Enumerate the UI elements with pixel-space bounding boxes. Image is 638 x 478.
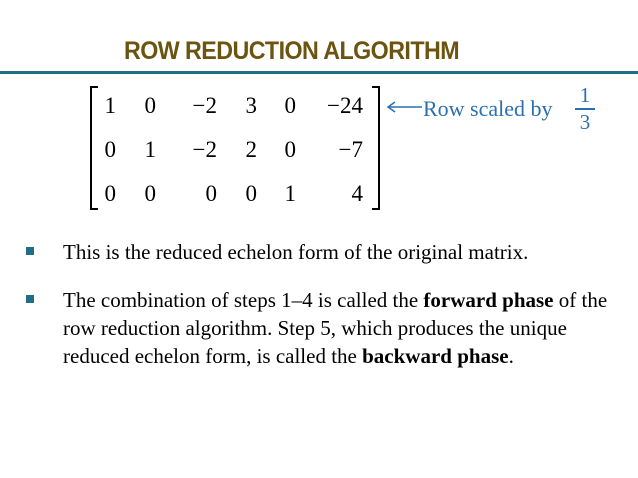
matrix-cell: 0 xyxy=(104,137,116,162)
bullet-marker-icon xyxy=(26,247,34,255)
bullet-text-part: of the row reduction algorithm. Step 5, which produces the unique reduced echelon form, is called the xyxy=(63,288,608,368)
scale-fraction xyxy=(575,84,595,133)
matrix-cell: −24 xyxy=(327,93,363,118)
matrix-cell: 2 xyxy=(245,137,257,162)
matrix-cell: 0 xyxy=(205,181,217,206)
bullet-text-part: The combination of steps 1–4 is called the xyxy=(63,288,424,312)
matrix-right-bracket xyxy=(372,86,380,210)
matrix-cell: 0 xyxy=(245,181,257,206)
matrix-cell: −2 xyxy=(192,93,217,118)
matrix-cell: 1 xyxy=(144,137,156,162)
matrix-cell: 1 xyxy=(104,93,116,118)
fraction-denominator: 3 xyxy=(579,110,591,134)
matrix-cell: 0 xyxy=(144,181,156,206)
fraction-numerator: 1 xyxy=(579,83,591,107)
bullet-list xyxy=(22,238,612,370)
matrix-cell: −7 xyxy=(338,137,363,162)
row-scale-annotation: Row scaled by xyxy=(423,96,553,121)
bullet-text-part: . xyxy=(508,344,514,368)
matrix-cell: 3 xyxy=(245,93,257,118)
title-underline xyxy=(0,71,638,74)
left-arrow-icon xyxy=(384,97,424,117)
bullet-marker-icon xyxy=(26,295,34,303)
slide-title: ROW REDUCTION ALGORITHM xyxy=(124,37,460,65)
matrix xyxy=(90,86,380,212)
matrix-cell: 4 xyxy=(351,181,363,206)
term-forward-phase: forward phase xyxy=(423,288,554,312)
bullet-item xyxy=(22,238,612,266)
matrix-cell: 0 xyxy=(104,181,116,206)
bullet-item xyxy=(22,286,612,370)
matrix-cell: −2 xyxy=(192,137,217,162)
matrix-cell: 0 xyxy=(144,93,156,118)
bullet-text: This is the reduced echelon form of the original matrix. xyxy=(63,240,529,264)
term-backward-phase: backward phase xyxy=(362,344,509,368)
matrix-cell: 1 xyxy=(284,181,296,206)
matrix-cell: 0 xyxy=(284,137,296,162)
matrix-cell: 0 xyxy=(284,93,296,118)
